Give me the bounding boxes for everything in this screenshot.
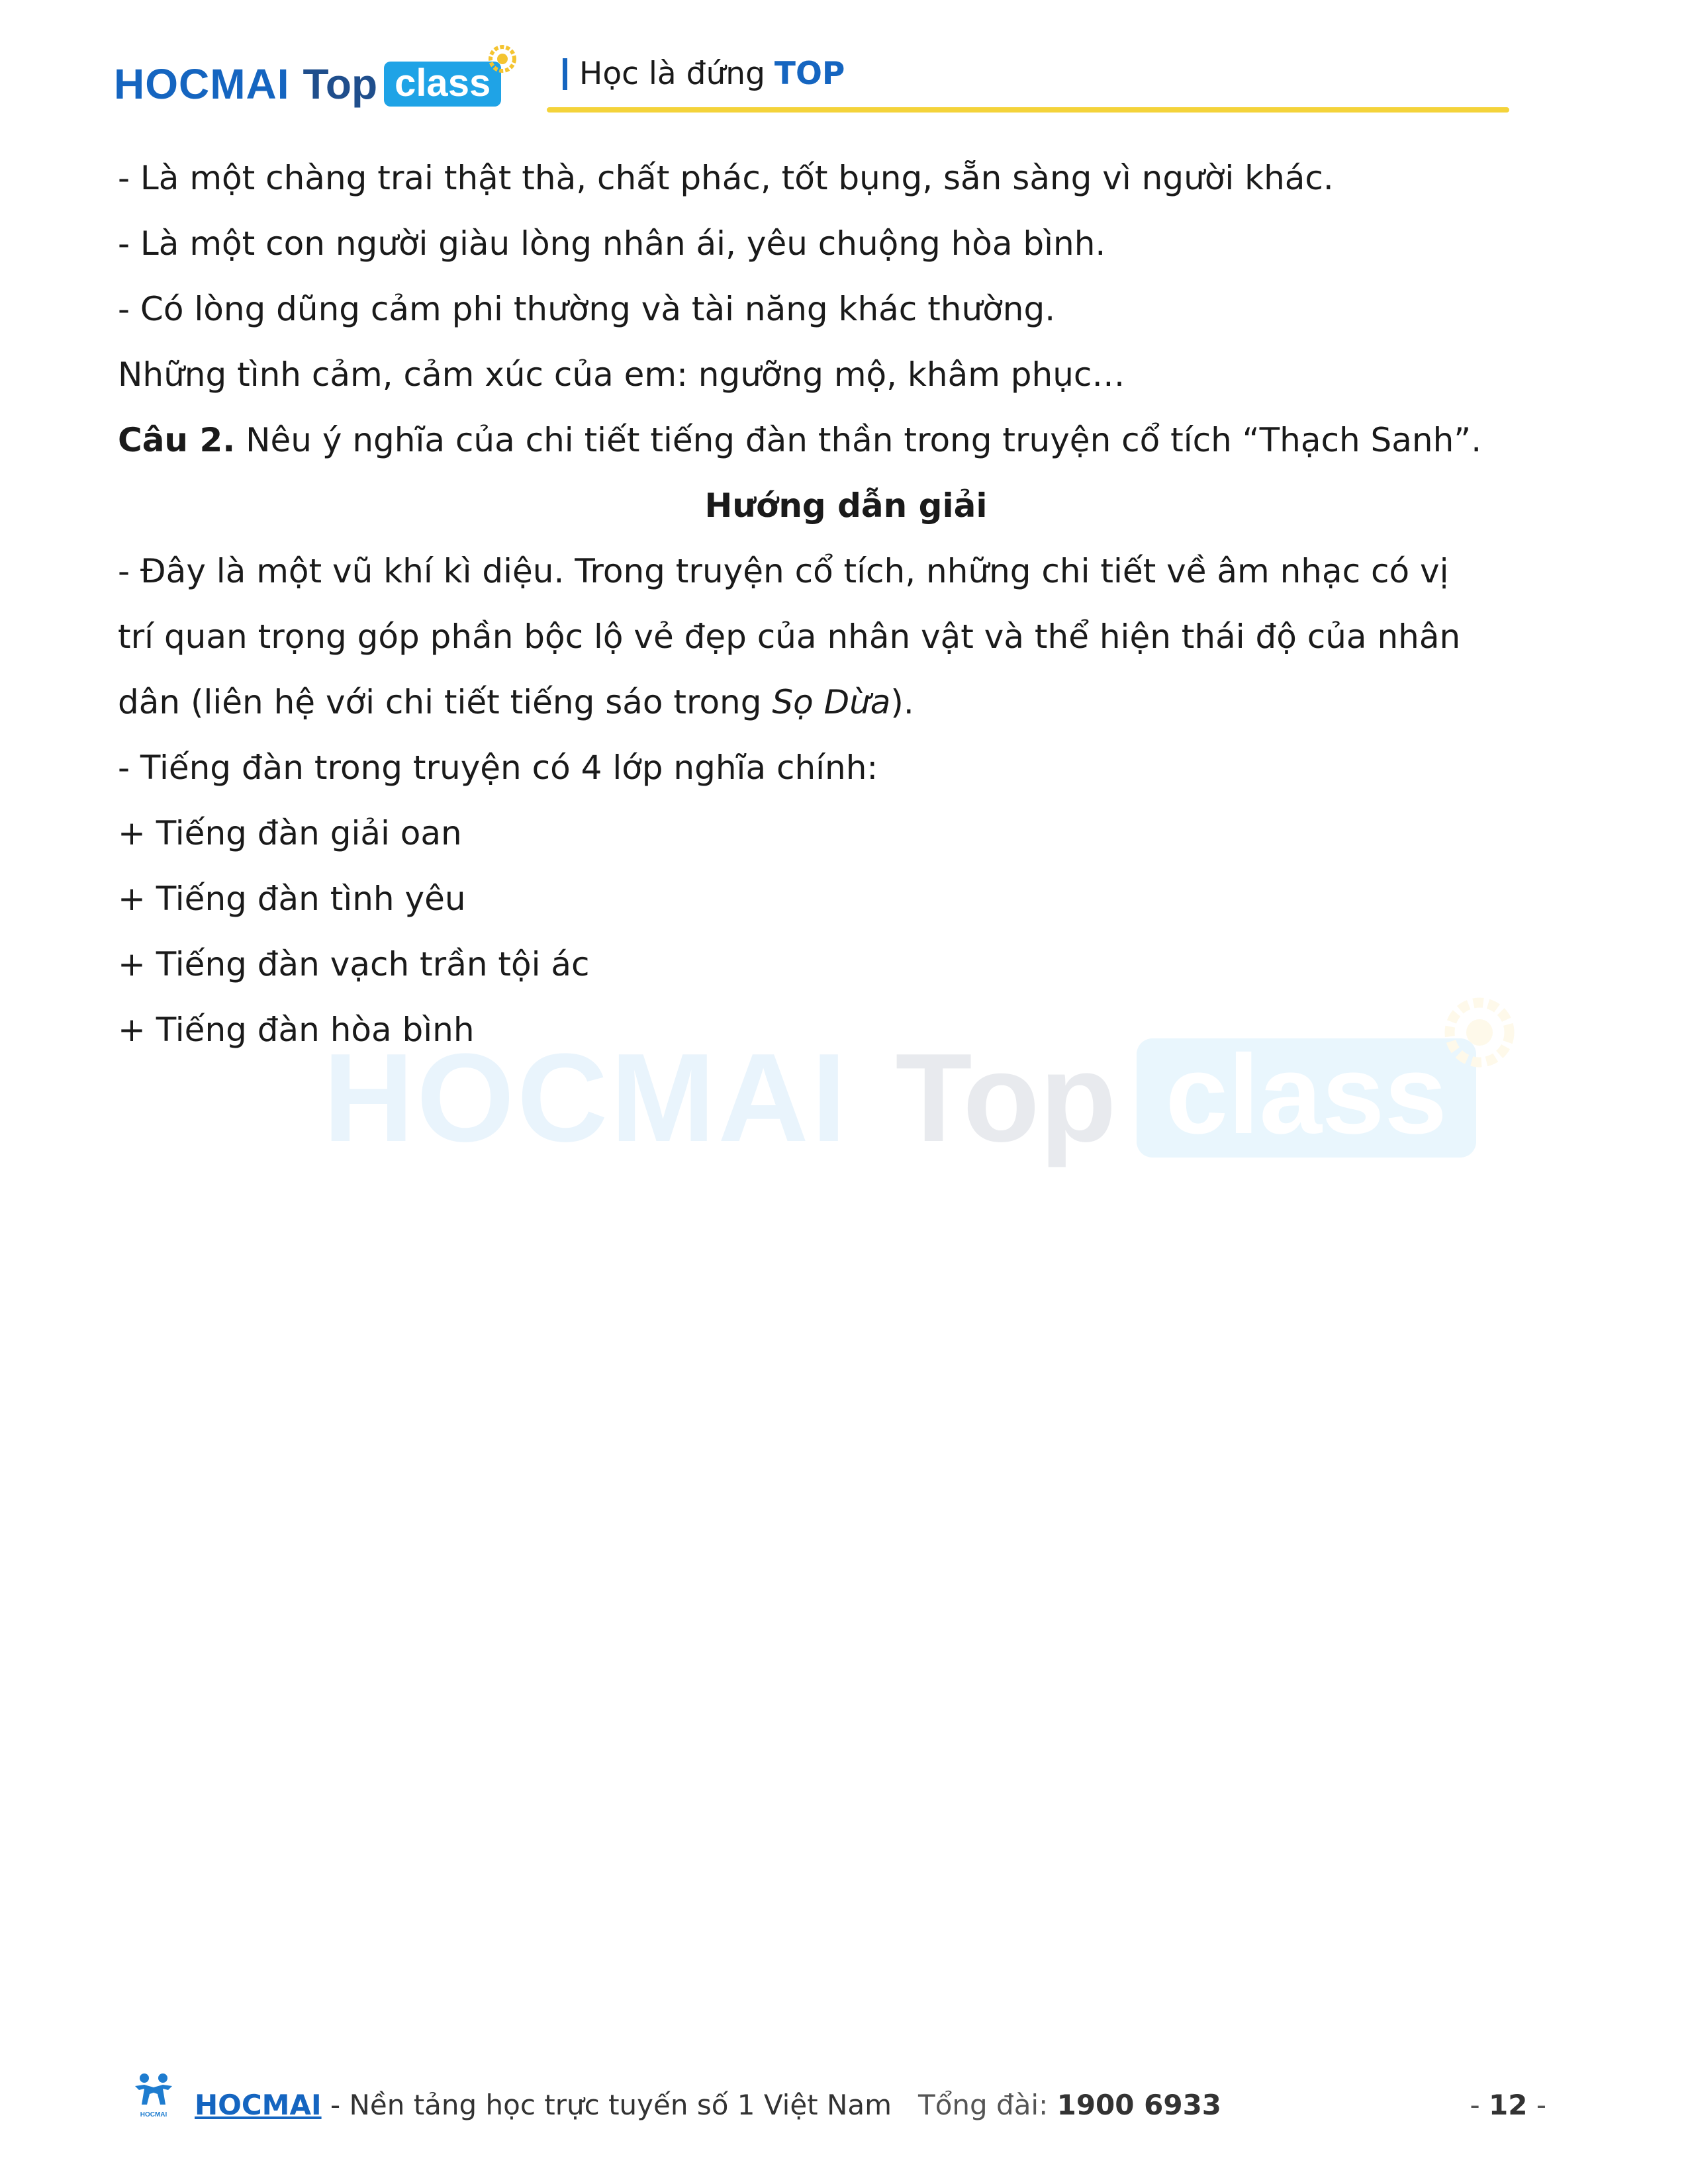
story-title: Sọ Dừa	[772, 683, 891, 721]
watermark-logo	[323, 1026, 1476, 1170]
footer-brand-link[interactable]: HOCMAI	[195, 2089, 322, 2121]
body-line	[118, 670, 1574, 735]
tagline-divider	[563, 58, 567, 90]
body-line: trí quan trọng góp phần bộc lộ vẻ đẹp của nhân vật và thể hiện thái độ của nhân	[118, 617, 1461, 656]
hocmai-people-icon	[130, 2070, 177, 2120]
tagline-text: Học là đứng	[579, 56, 765, 92]
body-line: - Là một chàng trai thật thà, chất phác, tốt bụng, sẵn sàng vì người khác.	[118, 159, 1334, 197]
list-item: + Tiếng đàn tình yêu	[118, 880, 466, 918]
list-item: + Tiếng đàn hòa bình	[118, 1011, 475, 1049]
list-item: + Tiếng đàn giải oan	[118, 814, 462, 852]
page-prefix: -	[1470, 2089, 1489, 2121]
footer-tagline: - Nền tảng học trực tuyến số 1 Việt Nam	[321, 2089, 892, 2121]
body-text: ).	[890, 683, 914, 721]
footer-phone: 1900 6933	[1056, 2089, 1222, 2121]
page-suffix: -	[1527, 2089, 1546, 2121]
body-line: - Có lòng dũng cảm phi thường và tài năng khác thường.	[118, 290, 1056, 328]
body-text: dân (liên hệ với chi tiết tiếng sáo trong	[118, 683, 773, 721]
watermark-class-badge	[1137, 1032, 1476, 1158]
page-number-value: 12	[1489, 2089, 1528, 2121]
watermark-hocmai: HOCMAI	[323, 1028, 849, 1168]
footer-phone-label: Tổng đài:	[918, 2089, 1057, 2121]
body-line: - Tiếng đàn trong truyện có 4 lớp nghĩa chính:	[118, 749, 878, 787]
body-line: - Đây là một vũ khí kì diệu. Trong truyện cổ tích, những chi tiết về âm nhạc có vị	[118, 552, 1449, 590]
logo-hocmai-text: HOCMAI	[114, 60, 290, 108]
header-rule	[547, 107, 1509, 113]
logo-class-text: class	[395, 61, 491, 105]
header-tagline	[563, 56, 845, 92]
guide-heading: Hướng dẫn giải	[704, 486, 988, 525]
page-number	[1470, 2089, 1546, 2121]
footer-icon-label: HOCMAI	[140, 2111, 167, 2118]
tagline-strong: TOP	[774, 56, 845, 92]
question-label: Câu 2.	[118, 421, 236, 459]
watermark-class: class	[1165, 1032, 1447, 1158]
body-line: - Là một con người giàu lòng nhân ái, yêu chuộng hòa bình.	[118, 224, 1106, 263]
page-footer	[130, 2070, 1560, 2130]
footer-text	[195, 2089, 1221, 2121]
document-body	[118, 146, 1574, 1063]
logo-top-text: Top	[303, 60, 378, 108]
gear-icon	[1443, 996, 1516, 1069]
body-line: Những tình cảm, cảm xúc của em: ngưỡng mộ, khâm phục…	[118, 355, 1125, 394]
question-text: Nêu ý nghĩa của chi tiết tiếng đàn thần trong truyện cổ tích “Thạch Sanh”.	[235, 421, 1482, 459]
header-logo	[114, 54, 501, 114]
list-item: + Tiếng đàn vạch trần tội ác	[118, 945, 590, 983]
logo-class-badge	[384, 62, 501, 107]
gear-icon	[488, 44, 517, 73]
watermark-top: Top	[895, 1028, 1117, 1168]
question-line	[118, 408, 1574, 473]
